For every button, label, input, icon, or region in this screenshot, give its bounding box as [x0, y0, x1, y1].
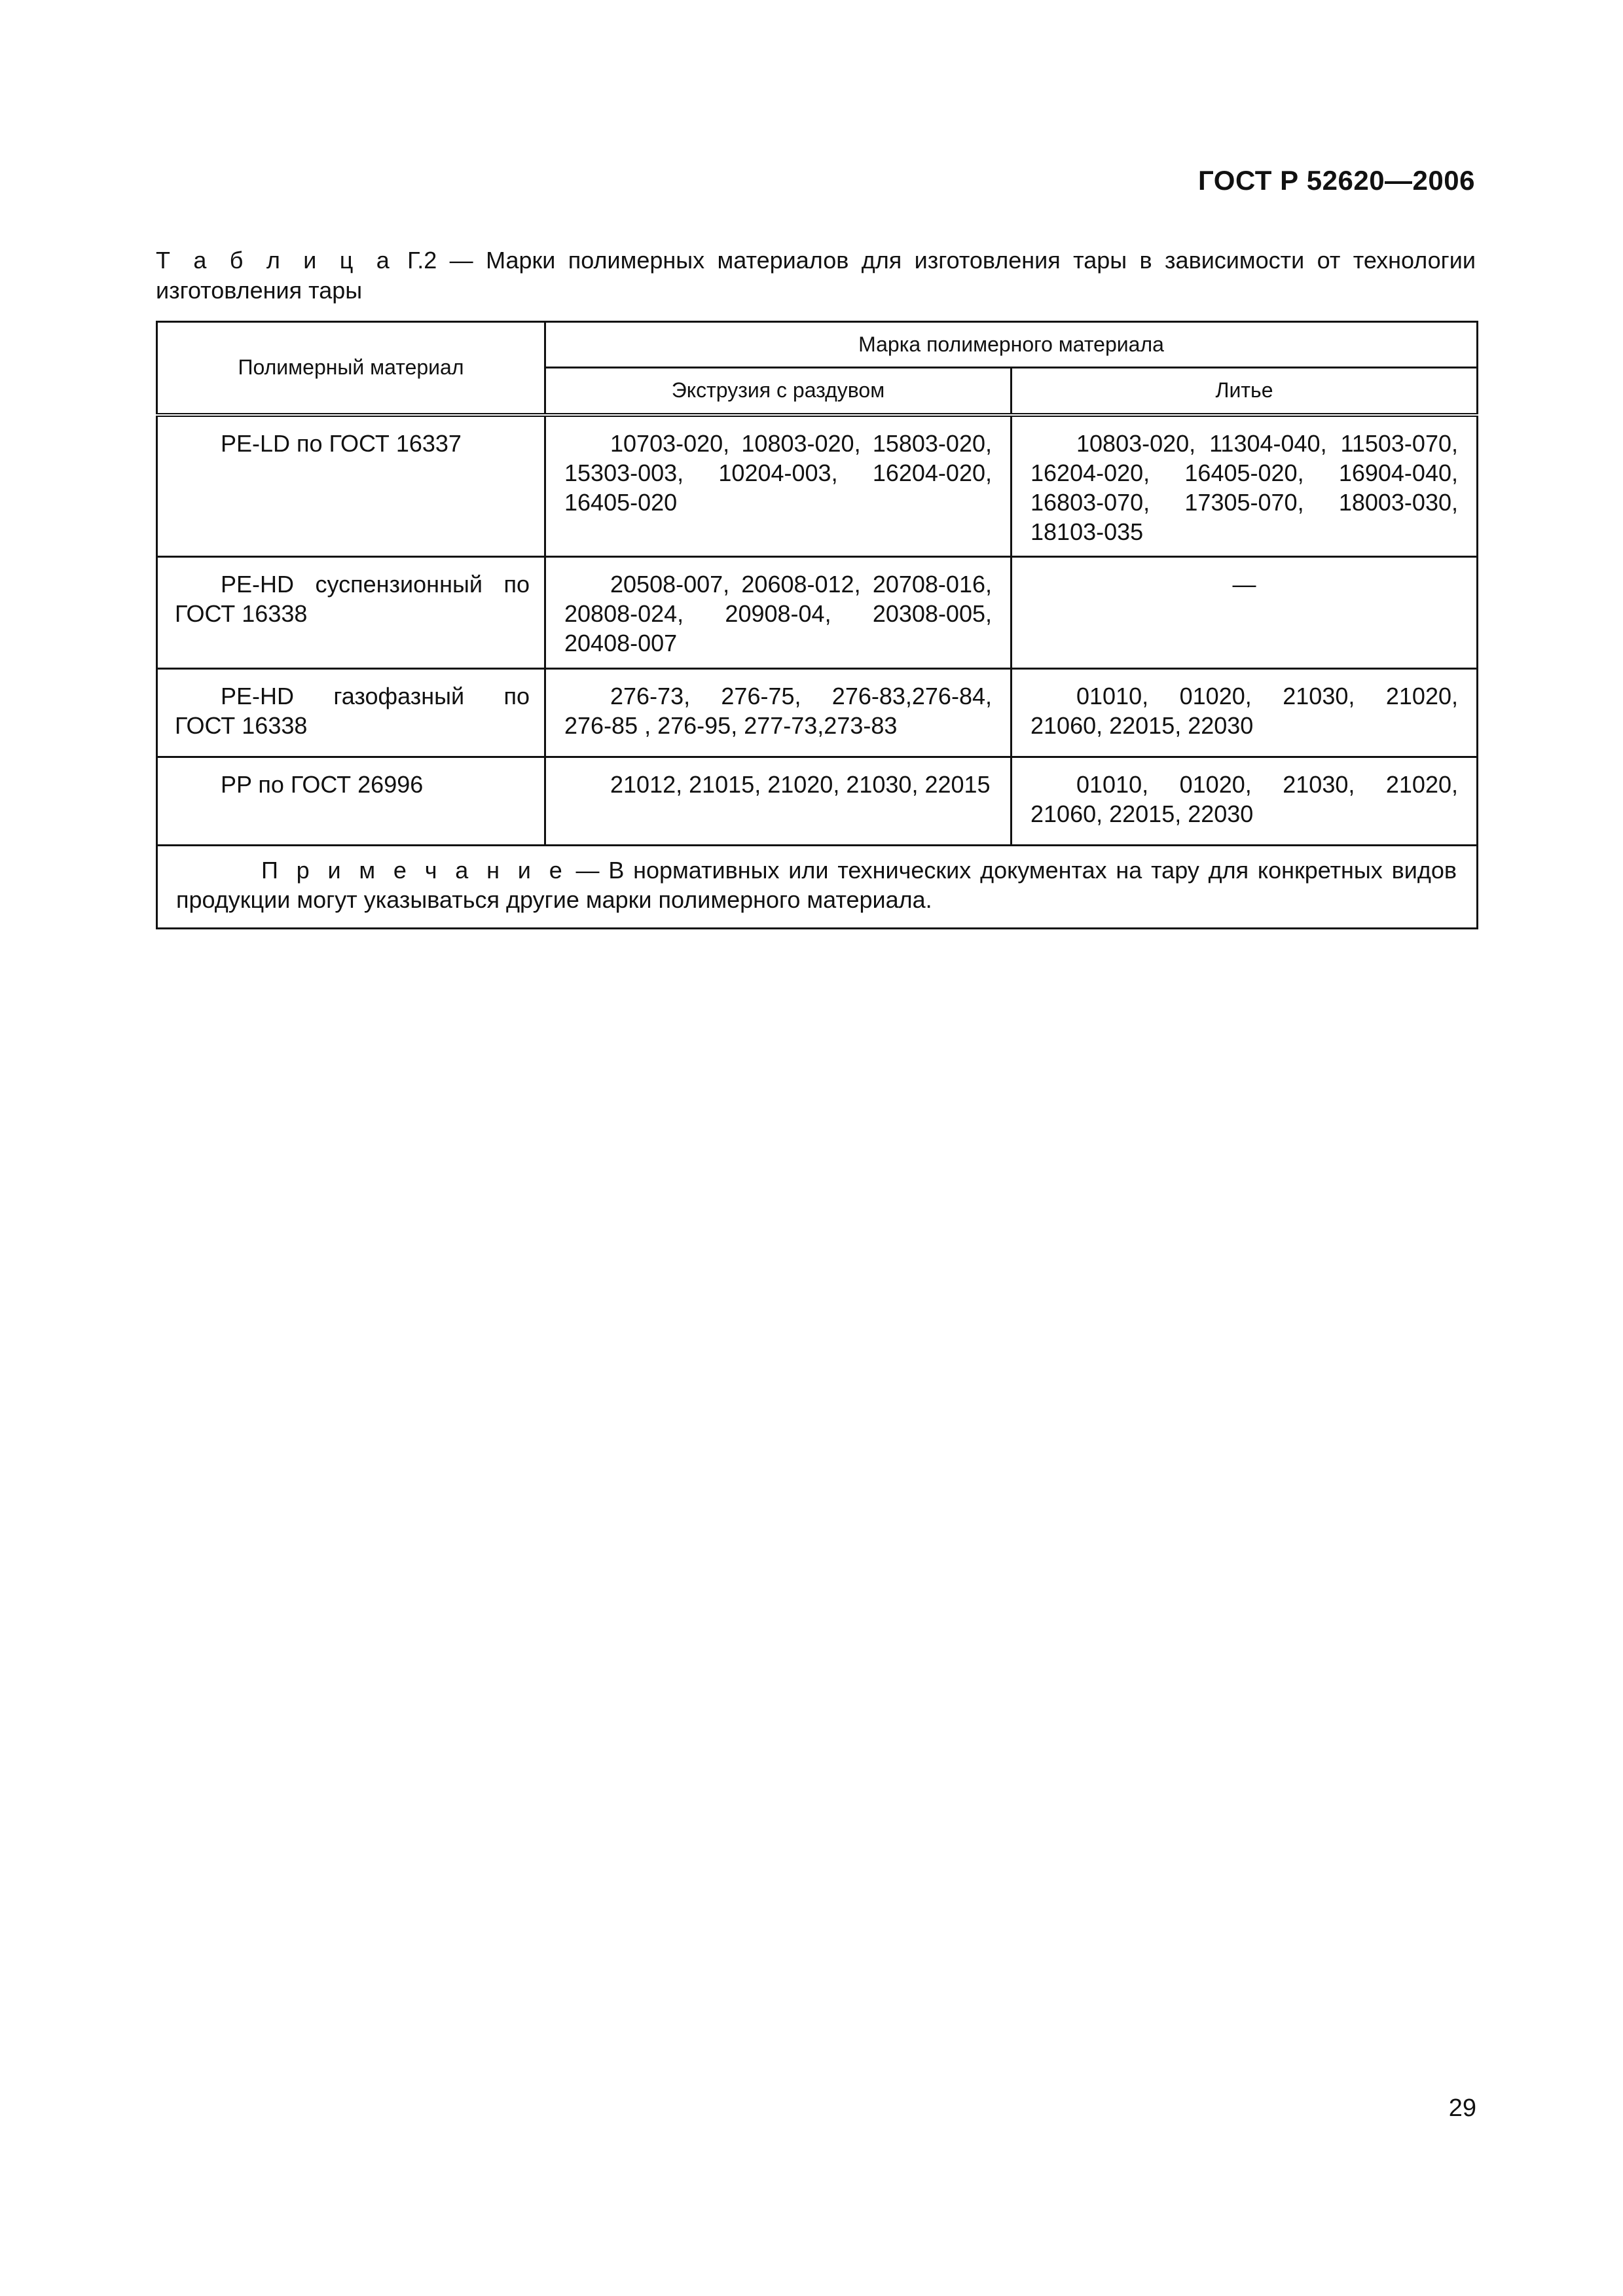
- cell-material: [157, 415, 545, 557]
- header-casting: Литье: [1012, 368, 1478, 415]
- table-note-prefix: П р и м е ч а н и е: [261, 856, 567, 884]
- table-caption: [156, 245, 1476, 306]
- table-caption-text: Г.2 — Марки полимерных материалов для изготовления тары в зависимости от технологии изготовления тары: [156, 247, 1476, 304]
- cell-extrusion-text: 20508-007, 20608-012, 20708-016, 20808-024, 20908-04, 20308-005, 20408-007: [564, 570, 992, 656]
- cell-casting: [1012, 668, 1478, 757]
- polymer-grades-table: [156, 321, 1478, 929]
- table-caption-prefix: Т а б л и ц а: [156, 247, 395, 274]
- table-row: [157, 757, 1478, 845]
- header-grade: Марка полимерного материала: [545, 322, 1478, 368]
- cell-extrusion: [545, 415, 1012, 557]
- cell-casting-text: 10803-020, 11304-040, 11503-070, 16204-020, 16405-020, 16904-040, 16803-070, 17305-070, 18003-030, 18103-035: [1030, 429, 1458, 545]
- header-material: Полимерный материал: [157, 322, 545, 415]
- table-note-text: — В нормативных или технических документах на тару для конкретных видов продукции могут указываться другие марки полимерного материала.: [176, 856, 1457, 913]
- cell-extrusion-text: 10703-020, 10803-020, 15803-020, 15303-003, 10204-003, 16204-020, 16405-020: [564, 429, 992, 516]
- page-number: 29: [1448, 2094, 1476, 2122]
- cell-casting: —: [1012, 556, 1478, 668]
- table-header-row: [157, 322, 1478, 368]
- table-row: [157, 415, 1478, 557]
- cell-extrusion: [545, 556, 1012, 668]
- cell-extrusion-text: 276-73, 276-75, 276-83,276-84, 276-85 , 276-95, 277-73,273-83: [564, 682, 992, 739]
- cell-material-text: PE-HD суспензионный по ГОСТ 16338: [175, 570, 530, 627]
- cell-casting: [1012, 415, 1478, 557]
- cell-material: [157, 757, 545, 845]
- cell-casting-text: 01010, 01020, 21030, 21020, 21060, 22015, 22030: [1030, 770, 1458, 827]
- table-row: [157, 556, 1478, 668]
- header-extrusion: Экструзия с раздувом: [545, 368, 1012, 415]
- cell-casting: [1012, 757, 1478, 845]
- cell-extrusion: [545, 757, 1012, 845]
- cell-extrusion: [545, 668, 1012, 757]
- document-code: ГОСТ Р 52620—2006: [1198, 165, 1475, 196]
- table-note: [157, 845, 1478, 928]
- cell-material-text: PE-HD газофазный по ГОСТ 16338: [175, 682, 530, 739]
- cell-material-text: PP по ГОСТ 26996: [221, 770, 424, 798]
- table-row: [157, 668, 1478, 757]
- cell-material-text: PE-LD по ГОСТ 16337: [221, 429, 462, 457]
- cell-extrusion-text: 21012, 21015, 21020, 21030, 22015: [610, 770, 991, 798]
- table-note-row: [157, 845, 1478, 928]
- cell-material: [157, 668, 545, 757]
- cell-material: [157, 556, 545, 668]
- cell-casting-text: 01010, 01020, 21030, 21020, 21060, 22015, 22030: [1030, 682, 1458, 739]
